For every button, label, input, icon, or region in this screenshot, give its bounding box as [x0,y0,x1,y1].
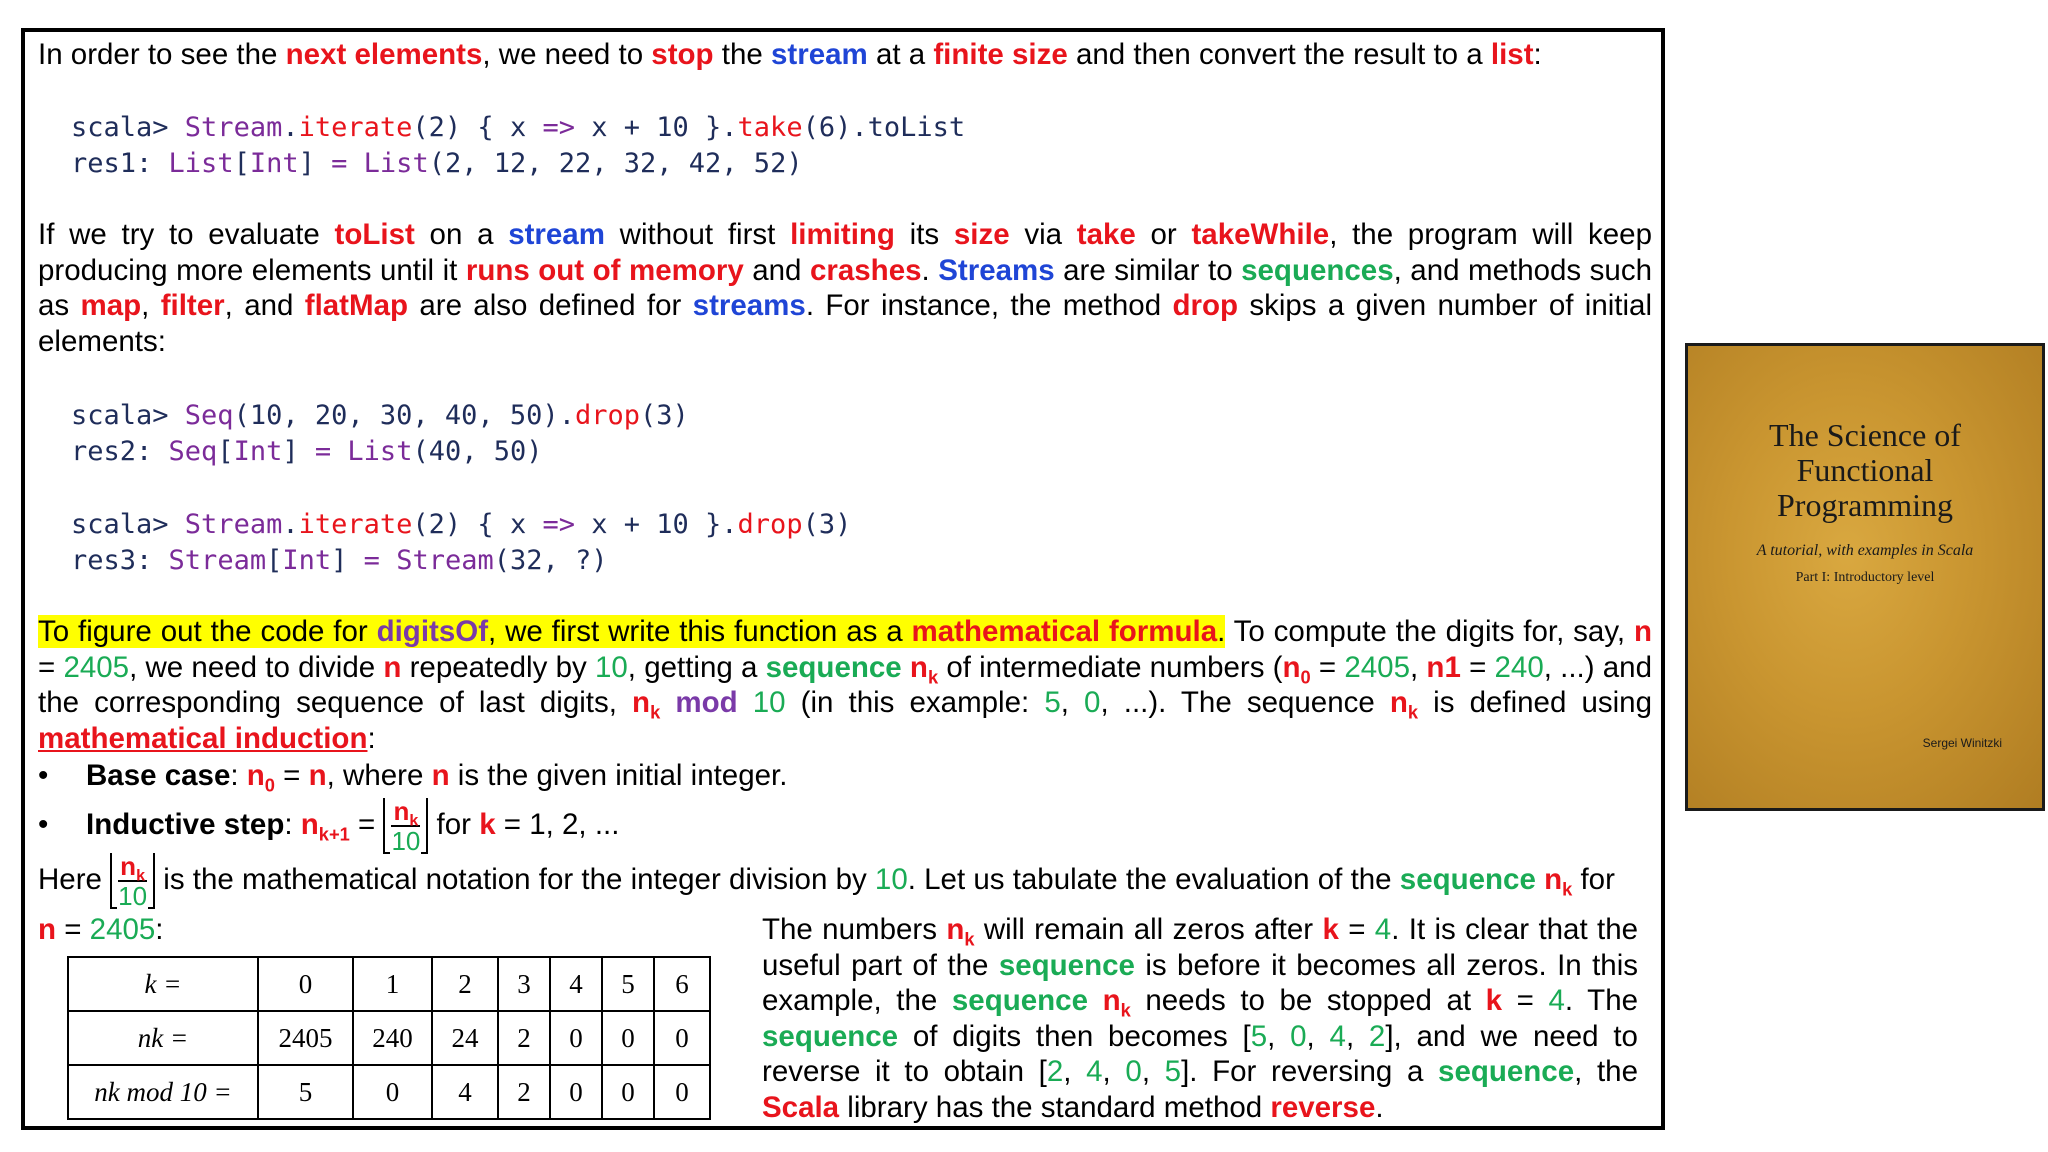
table-row [68,957,710,1011]
table-cell: 2405 [258,1011,353,1065]
code-block-stream-drop [71,507,851,579]
bullet-inductive-step: • Inductive step: $n_{k+1}$ = $\frac{n_k}{10}$ for k = 1, 2, ... [38,796,620,856]
code-line: scala> Stream.iterate(2) { x => x + 10 }.drop(3) [71,509,852,540]
table-cell: 0 [550,1065,602,1119]
bullet-base-case: • Base case: $n_0 = n$, where n is the given initial integer. [38,759,788,796]
code-block-seq-drop [71,398,689,470]
book-subtitle: A tutorial, with examples in Scala [1756,542,1974,559]
book-cover [1685,343,2045,811]
highlighted-sentence: To figure out the code for digitsOf, we first write this function as a mathematical formula. [38,615,1226,648]
code-result-line: res1: List[Int] = List(2, 12, 22, 32, 42, 52) [71,148,803,179]
paragraph-digitsof: To figure out the code for digitsOf, we first write this function as a mathematical formula. To compute the digits for, say, n = 2405, we need to divide n repeatedly by 10, getting a sequence $n_k$ of intermediate numbers ($n_0 = 2405$, n1 = 240, ...) and the corresponding sequence of last digits, $n_k$ mod 10 (in this example: 5, 0, ...). The sequence $n_k$ is defined using mathematical induction: [38,615,1652,755]
table-cell: 0 [550,1011,602,1065]
table-cell: 2 [498,1011,550,1065]
code-result-line: res3: Stream[Int] = Stream(32, ?) [71,545,608,576]
table-cell: 4 [432,1065,498,1119]
paragraph-reverse: The numbers $n_k$ will remain all zeros after k = 4. It is clear that the useful part of the sequence is before it becomes all zeros. In this example, the sequence $n_k$ needs to be stopped at k = 4. The sequence of digits then becomes [5, 0, 4, 2], and we need to reverse it to obtain [2, 4, 0, 5]. For reversing a sequence, the Scala library has the standard method reverse. [762,913,1639,1124]
code-result-line: res2: Seq[Int] = List(40, 50) [71,436,543,467]
table-cell: nk mod 10 = [68,1065,258,1119]
table-row [68,1065,710,1119]
table-cell: 0 [654,1065,710,1119]
table-row [68,1011,710,1065]
table-cell: 240 [353,1011,432,1065]
table-cell: nk = [68,1011,258,1065]
table-cell: 2 [498,1065,550,1119]
table-cell: 2 [432,957,498,1011]
book-part: Part I: Introductory level [1795,570,1935,585]
book-title: The Science of Functional Programming [1769,417,1961,523]
table-cell: 5 [258,1065,353,1119]
table-cell: 0 [258,957,353,1011]
table-cell: 4 [550,957,602,1011]
floor-fraction: $\frac{n_k}{10}$ [110,853,155,909]
table-cell: 0 [353,1065,432,1119]
table-cell: 6 [654,957,710,1011]
table-cell: 1 [353,957,432,1011]
table-cell: 3 [498,957,550,1011]
paragraph-stream-limits: If we try to evaluate toList on a stream without first limiting its size via take or takeWhile, the program will keep producing more elements until it runs out of memory and crashes. Streams are similar to sequences, and methods such as map, filter, and flatMap are also defined for streams. For instance, the method drop skips a given number of initial elements: [38,218,1652,358]
paragraph-notation: Here $\frac{n_k}{10}$ is the mathematical notation for the integer division by 10. Let us tabulate the evaluation of the sequence $n_k$ for n = 2405: [38,851,1615,946]
floor-fraction: $\frac{n_k}{10}$ [383,798,428,854]
code-block-take [71,110,965,182]
intro-sentence: In order to see the next elements, we need to stop the stream at a finite size and then convert the result to a list: [38,38,1542,71]
table-cell: 0 [654,1011,710,1065]
table-cell: k = [68,957,258,1011]
code-line: scala> Stream.iterate(2) { x => x + 10 }.take(6).toList [71,112,966,143]
book-author: Sergei Winitzki [1922,736,2002,750]
table-cell: 24 [432,1011,498,1065]
table-cell: 5 [602,957,654,1011]
digits-table [67,956,711,1120]
code-line: scala> Seq(10, 20, 30, 40, 50).drop(3) [71,400,689,431]
table-cell: 0 [602,1065,654,1119]
table-cell: 0 [602,1011,654,1065]
